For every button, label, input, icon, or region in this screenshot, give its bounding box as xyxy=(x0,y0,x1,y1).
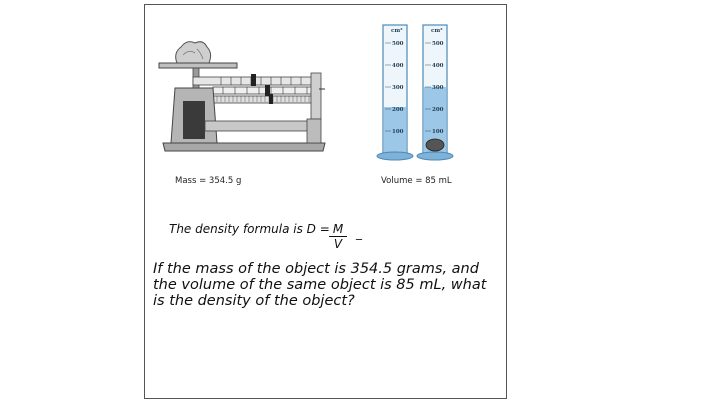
tick-label: 300 xyxy=(432,85,444,91)
density-formula-text: The density formula is D = xyxy=(169,222,330,236)
question-text: If the mass of the object is 354.5 grams, and the volume of the same object is 85 mL, what is the density of the object? xyxy=(153,261,487,309)
tick-label: 300 xyxy=(392,85,404,91)
tick-label: 400 xyxy=(432,63,444,69)
formula-blank: _ xyxy=(356,226,362,240)
tick-label: 500 xyxy=(432,41,444,47)
volume-caption: Volume = 85 mL xyxy=(381,176,452,186)
fraction-denominator: V xyxy=(333,237,343,251)
tick-label: 100 xyxy=(392,129,404,135)
tick-label: 200 xyxy=(392,107,404,113)
graduated-cylinders-image xyxy=(373,21,463,166)
tick-label: 500 xyxy=(392,41,404,47)
triple-beam-balance-image xyxy=(157,33,327,163)
cylinder-unit-label: cm³ xyxy=(431,28,443,34)
density-fraction xyxy=(329,222,347,251)
slide-panel xyxy=(144,4,507,399)
tick-label: 100 xyxy=(432,129,444,135)
cylinder-unit-label: cm³ xyxy=(391,28,403,34)
tick-label: 400 xyxy=(392,63,404,69)
mass-caption: Mass = 354.5 g xyxy=(175,176,242,186)
tick-label: 200 xyxy=(432,107,444,113)
fraction-numerator: M xyxy=(329,222,347,237)
